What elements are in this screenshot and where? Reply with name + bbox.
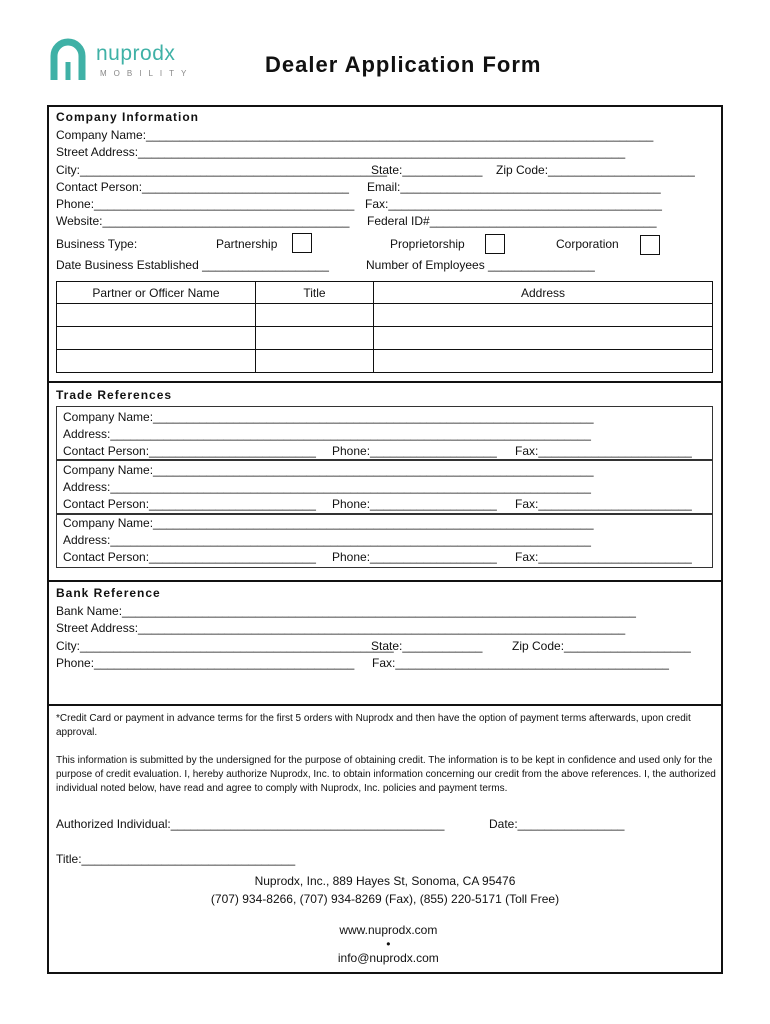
bank-state-field[interactable]: State:____________ xyxy=(371,639,483,653)
credit-note: *Credit Card or payment in advance terms for the first 5 orders with Nuprodx and then have the option of payment terms afterwards, upon credit approval. xyxy=(56,713,691,738)
bank-city-field[interactable]: City:_______________________________________________ xyxy=(56,639,394,653)
table-cell[interactable] xyxy=(374,327,713,350)
bank-fax-field[interactable]: Fax:_________________________________________ xyxy=(372,656,669,670)
zip-field[interactable]: Zip Code:______________________ xyxy=(496,163,695,177)
date-field[interactable]: Date:________________ xyxy=(489,817,625,831)
date-established-field[interactable]: Date Business Established ___________________ xyxy=(56,258,329,272)
phone-field[interactable]: Phone:_______________________________________ xyxy=(56,197,355,211)
trade-fax-field[interactable]: Fax:_______________________ xyxy=(515,444,692,458)
partnership-checkbox[interactable] xyxy=(292,233,312,253)
trade-address-field[interactable]: Address:________________________________________________________________________ xyxy=(63,480,591,494)
business-type-label: Business Type: xyxy=(56,237,138,251)
city-field[interactable]: City:______________________________________________ xyxy=(56,163,387,177)
trade-fax-field[interactable]: Fax:_______________________ xyxy=(515,497,692,511)
footer-website[interactable]: www.nuprodx.com xyxy=(339,923,438,937)
bank-street-field[interactable]: Street Address:_________________________________________________________________________ xyxy=(56,621,626,635)
officer-table xyxy=(56,281,713,373)
trade-contact-field[interactable]: Contact Person:_________________________ xyxy=(63,444,316,458)
table-cell[interactable] xyxy=(256,304,374,327)
bank-name-field[interactable]: Bank Name:_____________________________________________________________________________ xyxy=(56,604,636,618)
federal-id-field[interactable]: Federal ID#__________________________________ xyxy=(367,214,657,228)
trade-contact-field[interactable]: Contact Person:_________________________ xyxy=(63,550,316,564)
fax-field[interactable]: Fax:_________________________________________ xyxy=(365,197,662,211)
table-cell[interactable] xyxy=(374,350,713,373)
credit-statement: This information is submitted by the undersigned for the purpose of obtaining credit. The information is to be kept in confidence and used only for the purpose of credit evaluation. I, hereby authorize Nuprodx, Inc. to obtain information concerning our credit from the above references. I, the authorized individual noted below, have read and agree to comply with Nuprodx, Inc. policies and payment terms. xyxy=(56,755,716,794)
website-field[interactable]: Website:_____________________________________ xyxy=(56,214,350,228)
company-name-field[interactable]: Company Name:____________________________________________________________________________ xyxy=(56,128,654,142)
logo-mark-icon xyxy=(50,38,90,82)
signer-title-field[interactable]: Title:________________________________ xyxy=(56,852,296,866)
table-cell[interactable] xyxy=(256,327,374,350)
page-title: Dealer Application Form xyxy=(265,52,542,77)
table-row xyxy=(57,350,713,373)
logo-wordmark: nuprodx xyxy=(96,42,176,65)
footer-phones: (707) 934-8266, (707) 934-8269 (Fax), (855) 220-5171 (Toll Free) xyxy=(210,892,560,906)
trade-address-field[interactable]: Address:________________________________________________________________________ xyxy=(63,533,591,547)
authorized-individual-field[interactable]: Authorized Individual:_________________________________________ xyxy=(56,817,445,831)
proprietorship-checkbox[interactable] xyxy=(485,234,505,254)
footer-contact xyxy=(47,909,723,965)
footer-email[interactable]: info@nuprodx.com xyxy=(337,951,439,965)
corporation-checkbox[interactable] xyxy=(640,235,660,255)
trade-company-field[interactable]: Company Name:__________________________________________________________________ xyxy=(63,410,594,424)
trade-heading: Trade References xyxy=(56,388,173,402)
trade-fax-field[interactable]: Fax:_______________________ xyxy=(515,550,692,564)
state-field[interactable]: State:____________ xyxy=(371,163,483,177)
trade-phone-field[interactable]: Phone:___________________ xyxy=(332,497,497,511)
trade-company-field[interactable]: Company Name:__________________________________________________________________ xyxy=(63,463,594,477)
corporation-label: Corporation xyxy=(556,237,619,251)
proprietorship-label: Proprietorship xyxy=(390,237,465,251)
table-cell[interactable] xyxy=(57,327,256,350)
employees-field[interactable]: Number of Employees ________________ xyxy=(366,258,595,272)
table-row xyxy=(57,304,713,327)
bank-phone-field[interactable]: Phone:_______________________________________ xyxy=(56,656,355,670)
street-address-field[interactable]: Street Address:_________________________________________________________________________ xyxy=(56,145,626,159)
table-cell[interactable] xyxy=(256,350,374,373)
company-heading: Company Information xyxy=(56,110,200,124)
table-cell[interactable] xyxy=(57,350,256,373)
logo xyxy=(50,38,200,82)
email-field[interactable]: Email:_______________________________________ xyxy=(367,180,661,194)
bank-zip-field[interactable]: Zip Code:___________________ xyxy=(512,639,691,653)
officer-table-header: Title xyxy=(256,282,374,304)
bank-heading: Bank Reference xyxy=(56,586,161,600)
logo-subtext: MOBILITY xyxy=(100,69,194,78)
trade-company-field[interactable]: Company Name:__________________________________________________________________ xyxy=(63,516,594,530)
partnership-label: Partnership xyxy=(216,237,278,251)
trade-address-field[interactable]: Address:________________________________________________________________________ xyxy=(63,427,591,441)
table-cell[interactable] xyxy=(374,304,713,327)
table-cell[interactable] xyxy=(57,304,256,327)
trade-phone-field[interactable]: Phone:___________________ xyxy=(332,444,497,458)
bullet-icon: • xyxy=(386,937,391,951)
trade-contact-field[interactable]: Contact Person:_________________________ xyxy=(63,497,316,511)
trade-phone-field[interactable]: Phone:___________________ xyxy=(332,550,497,564)
footer-address: Nuprodx, Inc., 889 Hayes St, Sonoma, CA 95476 xyxy=(254,874,516,888)
officer-table-header: Address xyxy=(374,282,713,304)
officer-table-header: Partner or Officer Name xyxy=(57,282,256,304)
contact-person-field[interactable]: Contact Person:_______________________________ xyxy=(56,180,349,194)
table-row xyxy=(57,327,713,350)
